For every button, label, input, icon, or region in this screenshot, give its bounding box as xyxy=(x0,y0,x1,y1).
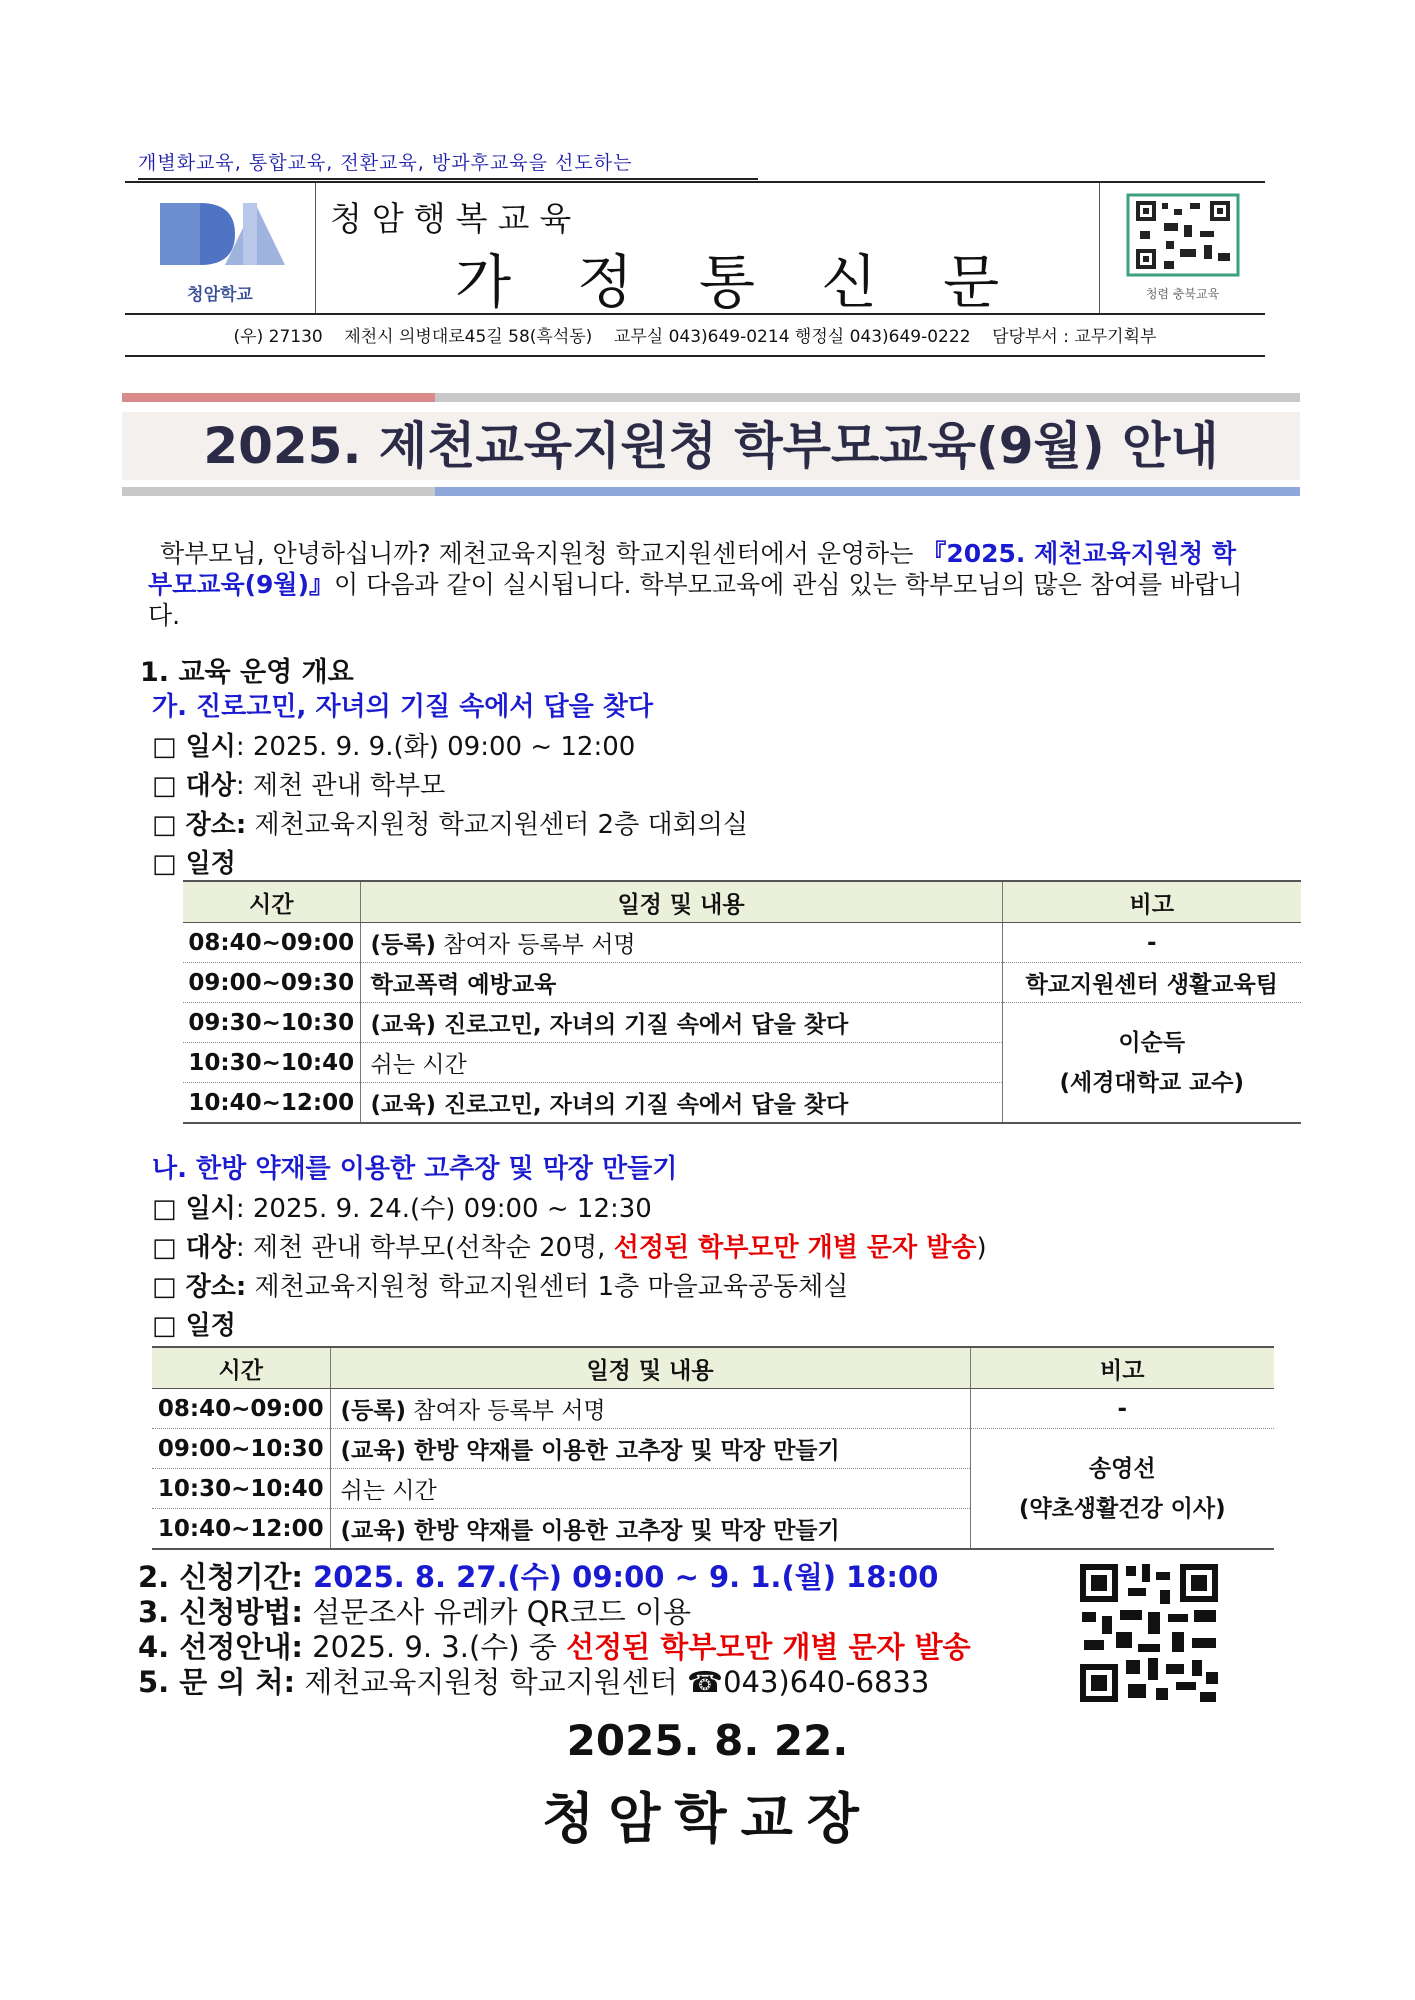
a-date: □ 일시: 2025. 9. 9.(화) 09:00 ~ 12:00 xyxy=(152,732,636,762)
table-row: 10:30~10:40 쉬는 시간 xyxy=(183,1043,1301,1083)
table-header-row: 시간 일정 및 내용 비고 xyxy=(152,1347,1274,1389)
b-schedule-label: □ 일정 xyxy=(152,1311,236,1341)
table-header-row: 시간 일정 및 내용 비고 xyxy=(183,881,1301,923)
table-row: 10:40~12:00 (교육) 한방 약재를 이용한 고추장 및 막장 만들기 xyxy=(152,1509,1274,1550)
masthead xyxy=(125,181,1265,315)
section-heading: 1. 교육 운영 개요 xyxy=(140,657,354,688)
b-date: □ 일시: 2025. 9. 24.(수) 09:00 ~ 12:30 xyxy=(152,1194,652,1224)
title-bar-bottom xyxy=(122,487,1300,496)
newsletter-title: 가정통신문 xyxy=(455,248,1066,316)
school-logo-text: 청암학교 xyxy=(187,285,253,305)
address-line: (우) 27130 제천시 의병대로45길 58(흑석동) 교무실 043)649-0214 행정실 043)649-0222 담당부서 : 교무기획부 xyxy=(125,313,1265,357)
qr-code-icon xyxy=(1076,1560,1222,1706)
table-row: 08:40~09:00 (등록) 참여자 등록부 서명 - xyxy=(183,923,1301,963)
intro-text-1: 학부모님, 안녕하십니까? 제천교육지원청 학교지원센터에서 운영하는 xyxy=(160,539,922,568)
a-target: □ 대상: 제천 관내 학부모 xyxy=(152,771,446,801)
schedule-table-b xyxy=(152,1346,1274,1550)
merged-note: 이순득 (세경대학교 교수) xyxy=(1002,1003,1301,1124)
b-place: □ 장소: 제천교육지원청 학교지원센터 1층 마을교육공동체실 xyxy=(152,1272,849,1302)
subsection-b-heading: 나. 한방 약재를 이용한 고추장 및 막장 만들기 xyxy=(152,1154,678,1184)
application-qr[interactable] xyxy=(1076,1560,1222,1706)
a-schedule-label: □ 일정 xyxy=(152,849,236,879)
table-row: 09:00~09:30 학교폭력 예방교육 학교지원센터 생활교육팀 xyxy=(183,963,1301,1003)
table-row: 10:30~10:40 쉬는 시간 xyxy=(152,1469,1274,1509)
issue-date: 2025. 8. 22. xyxy=(566,1716,849,1765)
table-row: 08:40~09:00 (등록) 참여자 등록부 서명 - xyxy=(152,1389,1274,1429)
intro-paragraph xyxy=(148,538,1248,631)
subsection-a-heading: 가. 진로고민, 자녀의 기질 속에서 답을 찾다 xyxy=(152,692,654,722)
qr-code-icon xyxy=(1100,183,1265,283)
contact-info: 5. 문 의 처: 제천교육지원청 학교지원센터 ☎043)640-6833 xyxy=(138,1665,930,1699)
merged-note: 송영선 (약초생활건강 이사) xyxy=(970,1429,1274,1550)
selection-notice: 4. 선정안내: 2025. 9. 3.(수) 중 선정된 학부모만 개별 문자 발송 xyxy=(138,1630,971,1664)
b-target: □ 대상: 제천 관내 학부모(선착순 20명, 선정된 학부모만 개별 문자 발송) xyxy=(152,1233,987,1263)
page-title: 2025. 제천교육지원청 학부모교육(9월) 안내 xyxy=(122,412,1300,480)
newsletter-subtitle: 청암행복교육 xyxy=(330,199,582,238)
signature: 청암학교장 xyxy=(542,1787,873,1850)
school-logo xyxy=(125,183,316,313)
header-qr xyxy=(1099,183,1265,313)
table-row: 09:30~10:30 (교육) 진로고민, 자녀의 기질 속에서 답을 찾다 이순득 (세경대학교 교수) xyxy=(183,1003,1301,1043)
intro-text-2: 이 다음과 같이 실시됩니다. 학부모교육에 관심 있는 학부모님의 많은 참여를 바랍니다. xyxy=(148,570,1243,630)
application-method: 3. 신청방법: 설문조사 유레카 QR코드 이용 xyxy=(138,1595,691,1629)
table-row: 09:00~10:30 (교육) 한방 약재를 이용한 고추장 및 막장 만들기 송영선 (약초생활건강 이사) xyxy=(152,1429,1274,1469)
qr-caption: 청렴 충북교육 xyxy=(1145,287,1220,301)
schedule-table-a xyxy=(183,880,1301,1124)
motto: 개별화교육, 통합교육, 전환교육, 방과후교육을 선도하는 xyxy=(138,148,758,180)
intro-highlight: 『2025. 제천교육지원청 학부모교육(9월)』 xyxy=(148,539,1236,599)
a-place: □ 장소: 제천교육지원청 학교지원센터 2층 대회의실 xyxy=(152,810,748,840)
table-row: 10:40~12:00 (교육) 진로고민, 자녀의 기질 속에서 답을 찾다 xyxy=(183,1083,1301,1124)
application-period: 2. 신청기간: 2025. 8. 27.(수) 09:00 ~ 9. 1.(월) 18:00 xyxy=(138,1560,939,1594)
title-bar-top xyxy=(122,393,1300,402)
